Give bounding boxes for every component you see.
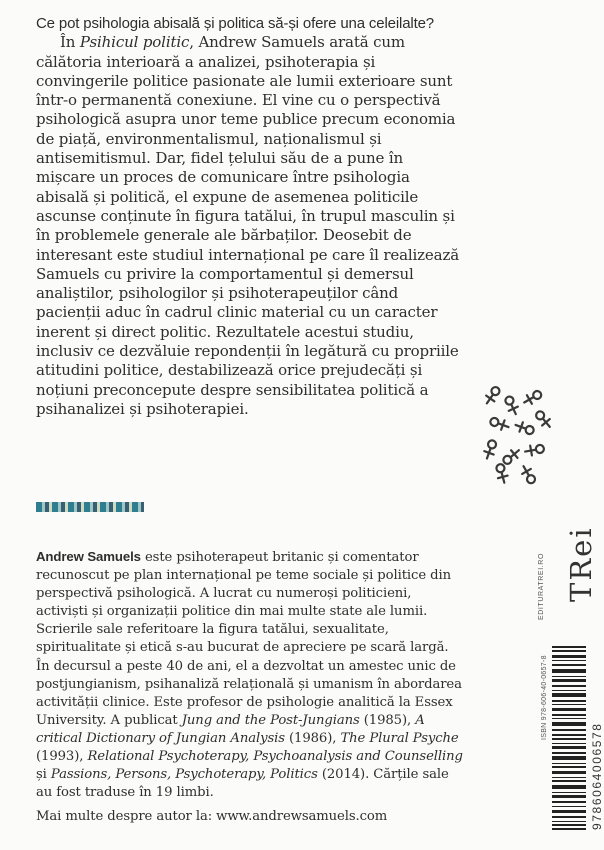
publisher-website: EDITURATREI.RO <box>538 553 545 620</box>
bio-text: (2014). Cărțile sale au fost traduse în 19 limbi. <box>36 767 449 801</box>
work-title: Relational Psychoterapy, Psychoanalysis and Counselling <box>87 749 463 765</box>
bio-paragraph <box>36 548 466 802</box>
bio-text: (1985), <box>359 712 416 728</box>
author-name: Andrew Samuels <box>36 549 141 564</box>
blurb-question: Ce pot psihologia abisală și politica să-și ofere una celeilalte? <box>36 15 434 32</box>
author-website: Mai multe despre autor la: www.andrewsamuels.com <box>36 809 388 825</box>
book-title: Psihicul politic <box>79 33 190 52</box>
publisher-brand: TRei <box>564 526 598 602</box>
bio-text: este psihoterapeut britanic și comentator recunoscut pe plan internațional pe teme sociale și politice din perspectivă psihologică. A lucrat cu numeroși politicieni, activiști și organizații politice din mai multe state ale lumii. Scrierile sale referitoare la figura tatălui, sexualitate, spiritualitate și etică s-au bucurat de apreciere pe scară largă. În decursul a peste 40 de ani, el a dezvoltat un amestec unic de postjungianism, psihanaliză relațională și umanism în abordarea activității clinice. Este profesor de psihologie analitică la Essex University. A publicat <box>36 550 462 728</box>
isbn-label: ISBN 978-606-40-0657-8 <box>541 655 548 740</box>
work-title: Passions, Persons, Psychoterapy, Politics <box>50 767 318 783</box>
work-title: A critical Dictionary of Jungian Analysis <box>36 712 425 746</box>
bio-text: și <box>36 767 51 783</box>
author-bio <box>36 548 466 826</box>
barcode-icon <box>552 646 586 830</box>
back-cover-blurb <box>36 14 466 419</box>
blurb-paragraph <box>36 33 466 419</box>
work-title: The Plural Psyche <box>340 730 459 746</box>
bio-text: (1993), <box>36 749 88 765</box>
blurb-body: , Andrew Samuels arată cum călătoria interioară a analizei, psihoterapia și convingerile politice pasionate ale lumii exterioare sunt într-o permanentă conexiune. El vine cu o perspectivă psihologică asupra unor teme publice precum economia de piață, environmentalismul, naționalismul și antisemitismul. Dar, fidel țelului său de a pune în mișcare un proces de comunicare între psihologia abisală și politică, el expune de asemenea politicile ascunse conținute în figura tatălui, în trupul masculin și în problemele generale ale bărbaților. Deosebit de interesant este studiul internațional pe care îl realizează Samuels cu privire la comportamentul și demersul analiștilor, psihologilor și psihoterapeuților când pacienții aduc în cadrul clinic material cu un caracter inerent și direct politic. Rezultatele acestui studiu, inclusiv ce dezvăluie repondenții în legătură cu propriile atitudini politice, destabilizează orice prejudecăți și noțiuni preconcepute despre sensibilitatea politică a psihanalizei și psihoterapiei. <box>36 33 460 418</box>
ean-digits: 9786064006578 <box>590 722 604 830</box>
publisher-logo-icon <box>478 384 558 484</box>
blurb-intro: În <box>60 33 76 52</box>
bio-text: (1986), <box>284 730 341 746</box>
work-title: Jung and the Post-Jungians <box>181 712 360 728</box>
decorative-strip <box>36 502 144 512</box>
